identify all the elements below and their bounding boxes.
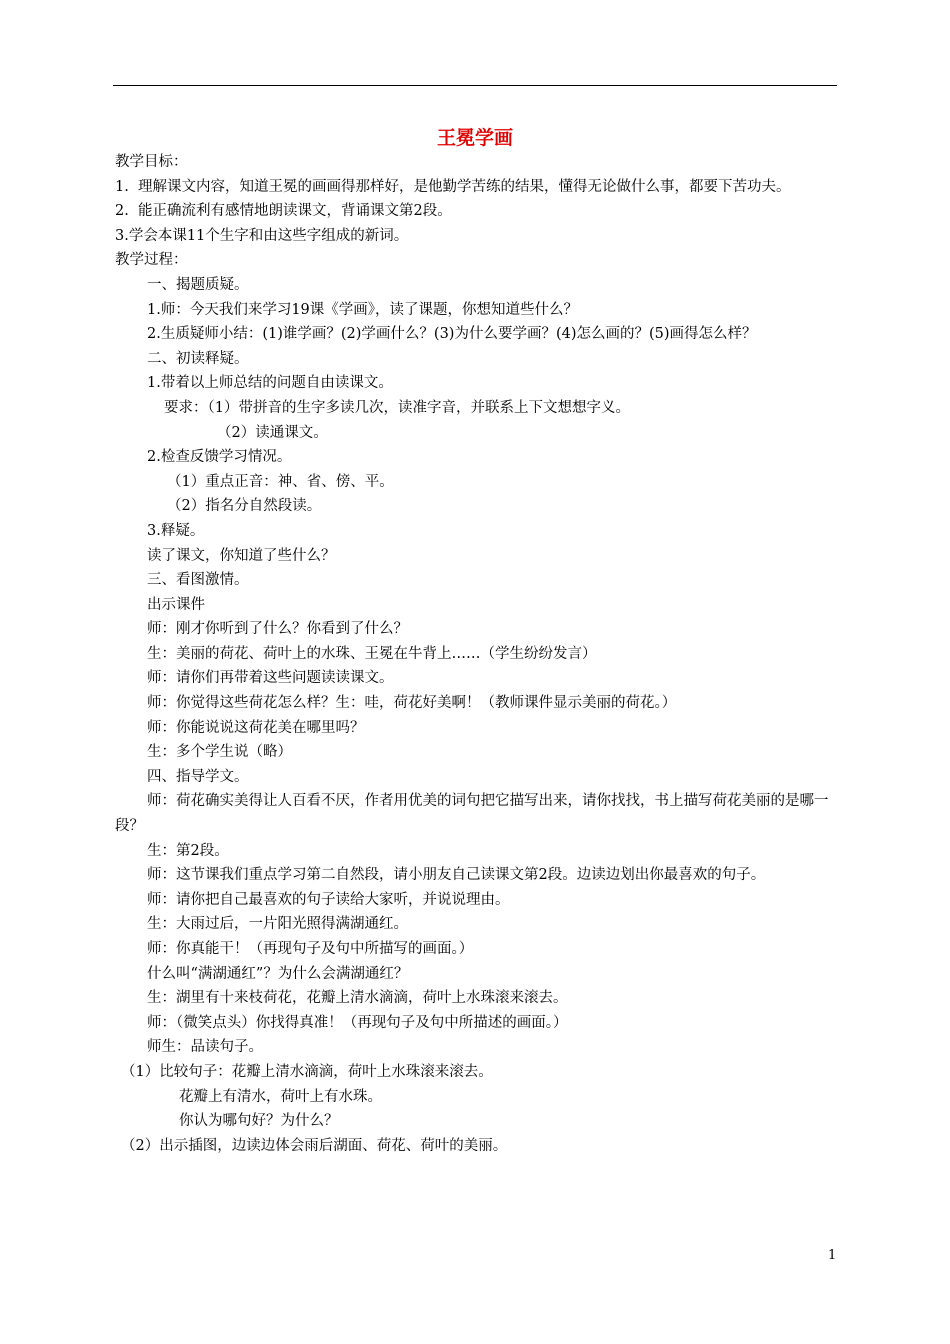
paragraph-line: 师：你真能干！（再现句子及句中所描写的画面。） (147, 941, 474, 957)
paragraph-line: 教学目标： (115, 154, 188, 170)
paragraph-line: 教学过程： (115, 252, 188, 269)
paragraph-line: 花瓣上有清水，荷叶上有水珠。 (179, 1088, 382, 1105)
paragraph-line: 1. 理解课文内容，知道王冕的画画得那样好，是他勤学苦练的结果，懂得无论做什么事，都要下苦功夫。 (115, 178, 791, 195)
paragraph-line: 师生：品读句子。 (147, 1039, 263, 1056)
paragraph-line: 师：荷花确实美得让人百看不厌，作者用优美的词句把它描写出来，请你找找，书上描写荷花美丽的是哪一段？ (115, 793, 829, 835)
document-title: 王冕学画 (436, 127, 513, 149)
paragraph-line: 师：你觉得这些荷花怎么样？生：哇，荷花好美啊！（教师课件显示美丽的荷花。） (147, 695, 677, 712)
paragraph-line: 3.释疑。 (147, 522, 205, 539)
paragraph-line: 师：这节课我们重点学习第二自然段，请小朋友自己读课文第2段。边读边划出你最喜欢的句子。 (147, 867, 766, 884)
paragraph-line: 师：（微笑点头）你找得真准！（再现句子及句中所描述的画面。） (147, 1014, 568, 1031)
paragraph-line: （2）出示插图，边读边体会雨后湖面、荷花、荷叶的美丽。 (121, 1137, 508, 1154)
paragraph-line: （1）重点正音：神、省、傍、平。 (167, 473, 394, 490)
paragraph-line: 出示课件 (147, 596, 205, 613)
paragraph-line: 要求：（1）带拼音的生字多读几次，读准字音，并联系上下文想想字义。 (164, 399, 630, 416)
page-number: 1 (828, 1248, 837, 1263)
paragraph-line: 师：刚才你听到了什么？你看到了什么？ (147, 621, 408, 638)
paragraph-line: 一、揭题质疑。 (147, 276, 249, 293)
document-body (115, 150, 841, 1158)
paragraph-line: 师：请你们再带着这些问题读读课文。 (147, 670, 394, 687)
paragraph-line: （2）读通课文。 (217, 424, 328, 441)
paragraph-line: 2.检查反馈学习情况。 (147, 449, 292, 466)
paragraph-line: 生：大雨过后，一片阳光照得满湖通红。 (147, 916, 408, 933)
paragraph-line: 三、看图激情。 (147, 572, 249, 589)
paragraph-line: 2.生质疑师小结：(1)谁学画？(2)学画什么？(3)为什么要学画？(4)怎么画的？(5)画得怎么样？ (147, 326, 757, 343)
paragraph-line: 生：第2段。 (147, 842, 229, 859)
paragraph-line: 2. 能正确流利有感情地朗读课文，背诵课文第2段。 (115, 203, 452, 220)
paragraph-line: 生：多个学生说（略） (147, 744, 292, 761)
paragraph-line: 你认为哪句好？为什么？ (179, 1113, 339, 1130)
paragraph-line: 师：请你把自己最喜欢的句子读给大家听，并说说理由。 (147, 891, 510, 908)
header-rule (113, 85, 837, 86)
paragraph-line: 1.带着以上师总结的问题自由读课文。 (147, 375, 393, 392)
paragraph-line: （2）指名分自然段读。 (167, 498, 322, 515)
paragraph-line: 3.学会本课11个生字和由这些字组成的新词。 (115, 227, 409, 244)
paragraph-line: 1.师：今天我们来学习19课《学画》，读了课题，你想知道些什么？ (147, 301, 579, 318)
paragraph-line: （1）比较句子：花瓣上清水滴滴，荷叶上水珠滚来滚去。 (121, 1063, 493, 1080)
paragraph-line: 什么叫“满湖通红”？为什么会满湖通红？ (147, 965, 409, 982)
paragraph-line: 四、指导学文。 (147, 768, 249, 785)
paragraph-line: 生：湖里有十来枝荷花，花瓣上清水滴滴，荷叶上水珠滚来滚去。 (147, 990, 568, 1007)
paragraph-line: 二、初读释疑。 (147, 350, 249, 367)
paragraph-line: 生：美丽的荷花、荷叶上的水珠、王冕在牛背上……（学生纷纷发言） (147, 645, 597, 662)
paragraph-line: 读了课文，你知道了些什么？ (147, 547, 336, 564)
paragraph-line: 师：你能说说这荷花美在哪里吗？ (147, 719, 365, 736)
